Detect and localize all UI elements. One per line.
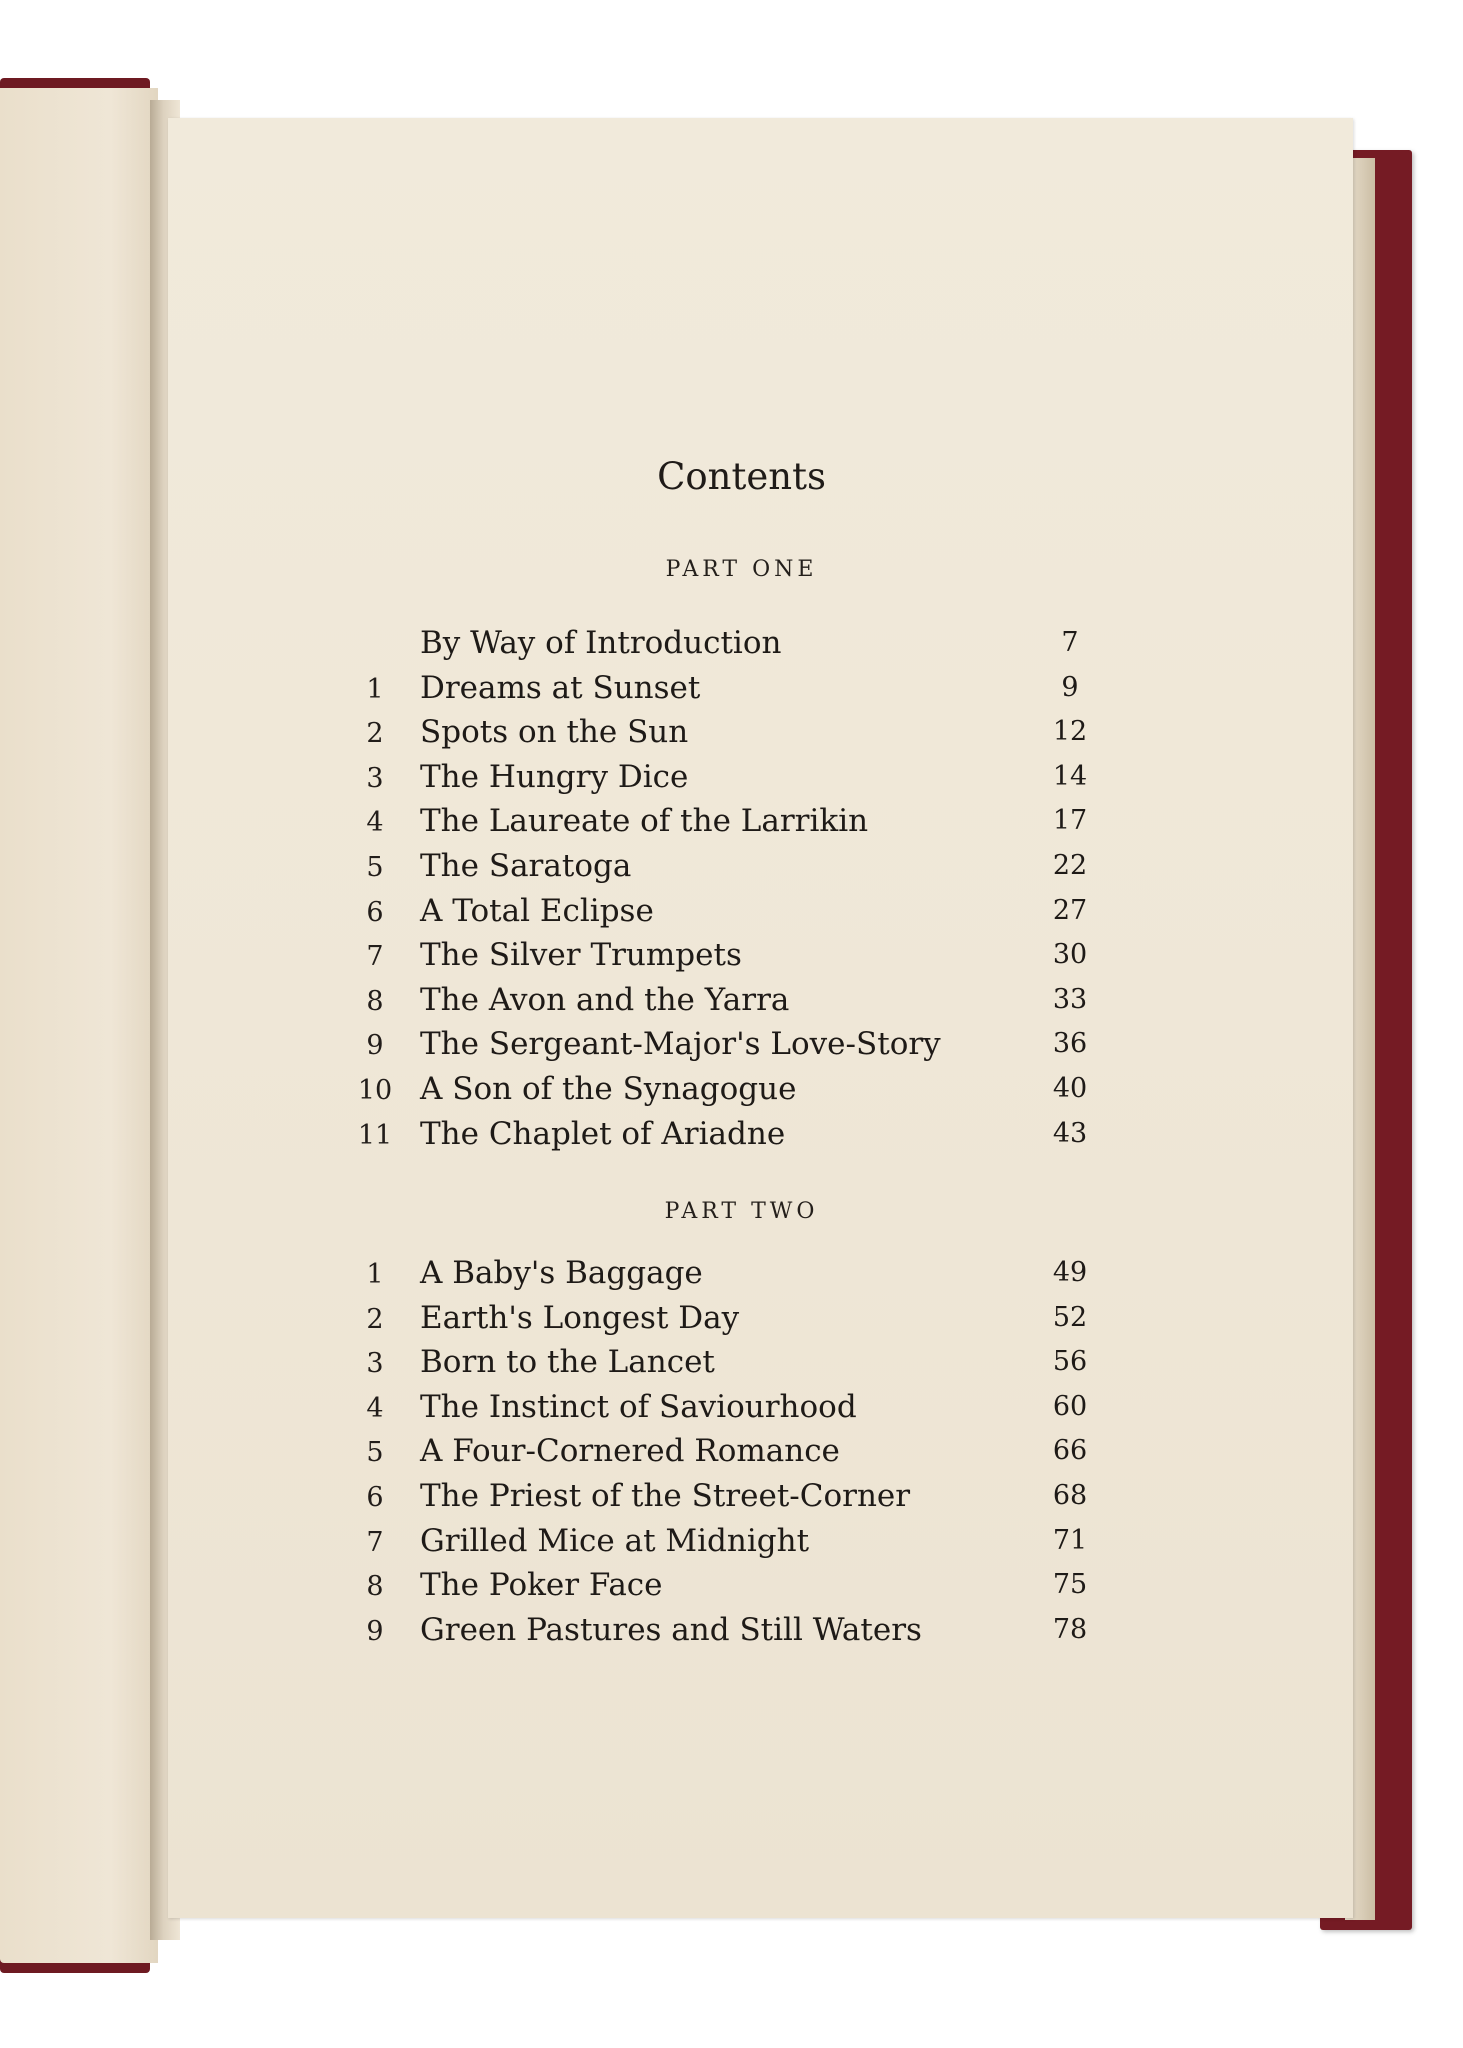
page-number: 60 <box>1052 1390 1088 1422</box>
chapter-title: Spots on the Sun <box>420 714 689 751</box>
chapter-title: Dreams at Sunset <box>420 669 701 706</box>
page-number: 71 <box>1052 1524 1088 1556</box>
chapter-number: 2 <box>366 1303 384 1335</box>
chapter-title: The Instinct of Saviourhood <box>420 1388 857 1425</box>
page-number: 43 <box>1052 1117 1088 1149</box>
chapter-title: By Way of Introduction <box>420 625 782 661</box>
chapter-title: The Poker Face <box>420 1567 663 1604</box>
chapter-title: The Saratoga <box>420 848 632 884</box>
page-number: 49 <box>1052 1257 1088 1288</box>
contents-page <box>168 118 1353 1918</box>
chapter-title: A Total Eclipse <box>420 892 654 929</box>
chapter-number: 7 <box>366 1526 384 1558</box>
chapter-number: 8 <box>366 985 384 1017</box>
chapter-number: 4 <box>366 1392 384 1424</box>
part-two-heading: PART TWO <box>664 1199 819 1224</box>
page-number: 36 <box>1052 1028 1088 1060</box>
chapter-title: The Silver Trumpets <box>420 937 742 974</box>
chapter-title: The Hungry Dice <box>420 758 689 795</box>
page-number: 17 <box>1052 805 1088 837</box>
chapter-number: 3 <box>366 1348 384 1380</box>
chapter-number: 4 <box>366 807 384 839</box>
chapter-title: A Son of the Synagogue <box>420 1071 797 1107</box>
page-number: 33 <box>1052 983 1088 1015</box>
chapter-title: The Avon and the Yarra <box>420 981 790 1018</box>
chapter-number: 6 <box>366 1482 384 1513</box>
page-number: 30 <box>1052 939 1088 971</box>
chapter-title: A Four-Cornered Romance <box>420 1433 840 1470</box>
page-number: 27 <box>1052 894 1088 926</box>
chapter-number: 10 <box>357 1075 393 1106</box>
page-number: 7 <box>1061 627 1079 658</box>
page-number: 12 <box>1052 716 1088 748</box>
part-one-heading: PART ONE <box>665 557 818 582</box>
chapter-title: The Priest of the Street-Corner <box>420 1478 911 1514</box>
page-number: 22 <box>1052 850 1088 881</box>
left-page <box>0 88 158 1963</box>
contents-title: Contents <box>657 455 826 498</box>
page-number: 9 <box>1061 671 1079 703</box>
page-number: 78 <box>1052 1613 1088 1645</box>
chapter-title: The Sergeant-Major's Love-Story <box>420 1026 941 1063</box>
chapter-title: The Laureate of the Larrikin <box>420 803 869 840</box>
chapter-number: 9 <box>366 1615 384 1647</box>
chapter-number: 1 <box>366 673 384 705</box>
chapter-number: 7 <box>366 941 384 973</box>
page-number: 14 <box>1052 760 1088 792</box>
chapter-number: 2 <box>366 718 384 750</box>
page-number: 52 <box>1052 1301 1088 1333</box>
chapter-number: 6 <box>366 896 384 928</box>
chapter-number: 3 <box>366 762 384 794</box>
chapter-number: 8 <box>366 1571 384 1603</box>
page-number: 68 <box>1052 1480 1088 1511</box>
chapter-number: 5 <box>366 1437 384 1469</box>
chapter-number: 9 <box>366 1030 384 1062</box>
chapter-title: Born to the Lancet <box>420 1344 715 1381</box>
page-number: 56 <box>1052 1346 1088 1378</box>
page-number: 66 <box>1052 1435 1088 1467</box>
page-number: 75 <box>1052 1569 1088 1601</box>
chapter-number: 11 <box>357 1119 393 1151</box>
chapter-title: Grilled Mice at Midnight <box>420 1522 810 1559</box>
chapter-title: Green Pastures and Still Waters <box>420 1611 922 1648</box>
page-number: 40 <box>1052 1073 1088 1104</box>
chapter-number: 5 <box>366 852 384 883</box>
chapter-title: A Baby's Baggage <box>420 1255 703 1291</box>
chapter-number: 1 <box>366 1259 384 1290</box>
chapter-title: Earth's Longest Day <box>420 1299 740 1336</box>
chapter-title: The Chaplet of Ariadne <box>420 1115 786 1152</box>
